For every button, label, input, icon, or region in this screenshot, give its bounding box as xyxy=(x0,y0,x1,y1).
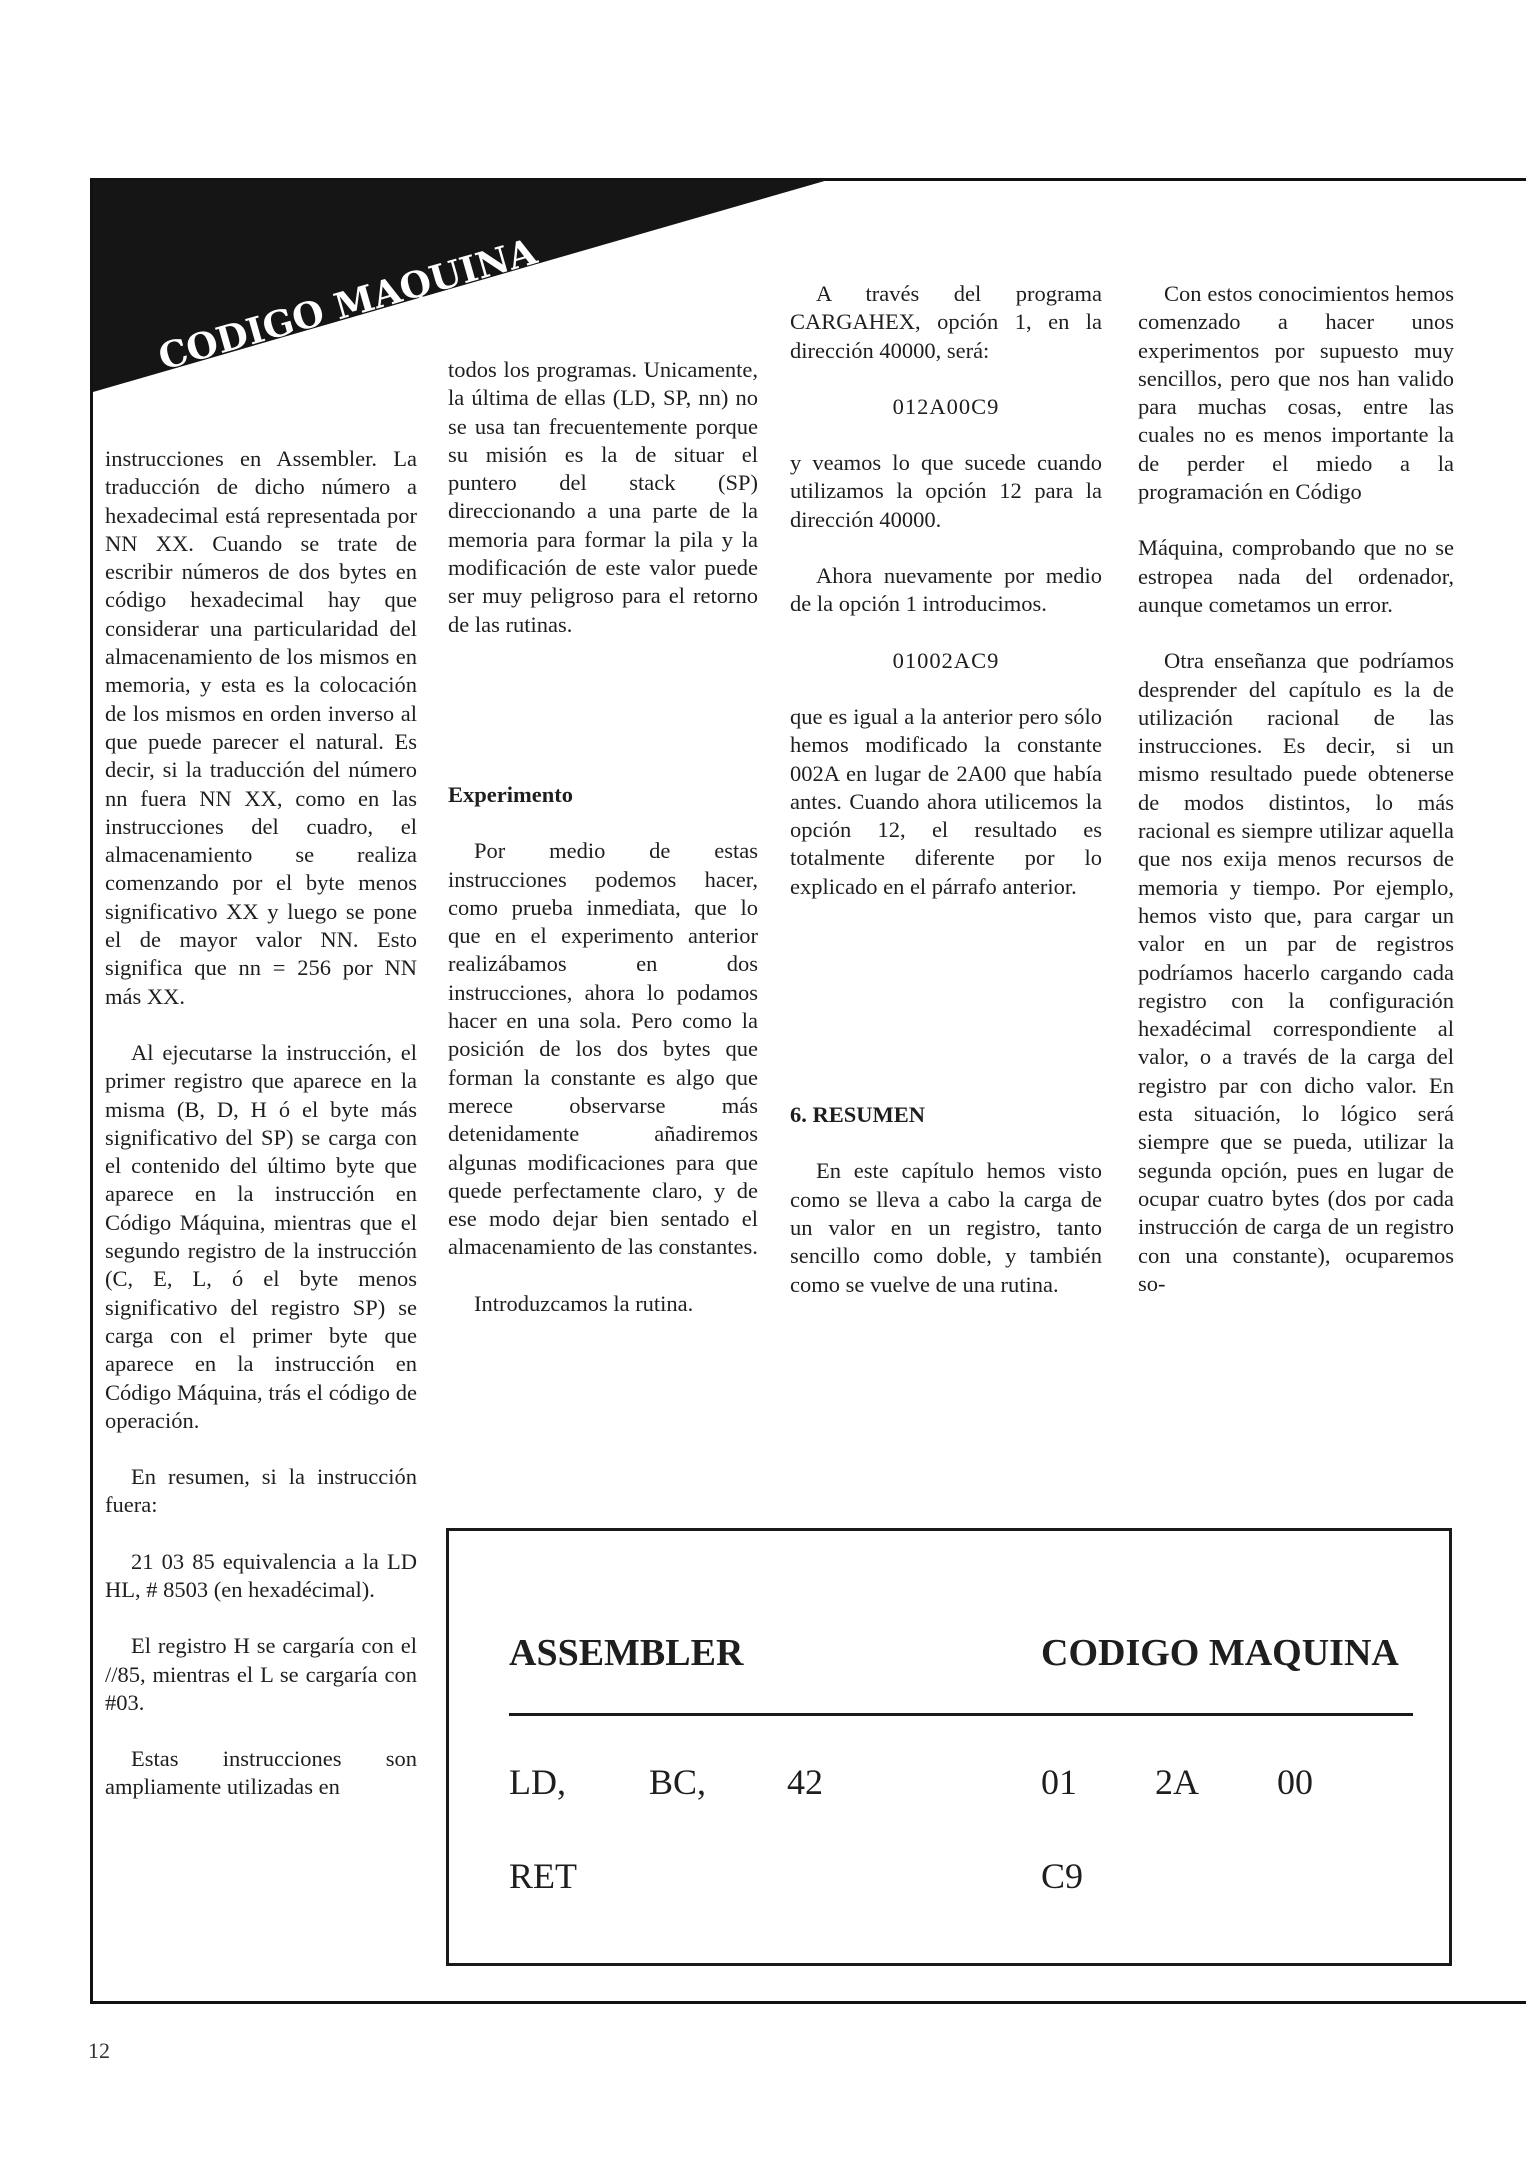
col3-paragraph: En este capítulo hemos visto como se lleva a cabo la carga de un valor en un registro, tanto sencillo como doble, y también como se vuelve de una rutina. xyxy=(790,1158,1102,1297)
col4-paragraph: Máquina, comprobando que no se estropea nada del ordenador, aunque cometamos un error. xyxy=(1138,535,1454,617)
col1-paragraph: 21 03 85 equivalencia a la LD HL, # 8503 (en hexadécimal). xyxy=(105,1548,417,1602)
col3-paragraph: y veamos lo que sucede cuando utilizamos la opción 12 para la dirección 40000. xyxy=(790,450,1102,532)
col2-paragraph: Por medio de estas instrucciones podemos hacer, como prueba inmediata, que lo que en el experimento anterior realizábamos en dos instrucciones, ahora lo podamos hacer en una sola. Pero como la posición de los dos bytes que forman la constante es algo que merece observarse más detenidamente añadiremos algunas modificaciones para que quede perfectamente claro, y de ese modo dejar bien sentado el almacenamiento de las constantes. xyxy=(448,838,758,1260)
col4-paragraph: Con estos conocimientos hemos comenzado a hacer unos experimentos por supuesto muy sencillos, pero que nos han valido para muchas cosas, entre las cuales no es menos importante la de perder el miedo a la programación en Código xyxy=(1138,281,1454,505)
column-3 xyxy=(790,280,1102,1327)
table-cell: BC, xyxy=(649,1762,707,1802)
table-header-codigo-maquina: CODIGO MAQUINA xyxy=(1041,1632,1399,1674)
col3-paragraph: A través del programa CARGAHEX, opción 1, en la dirección 40000, será: xyxy=(790,281,1102,363)
code-line-1: 012A00C9 xyxy=(892,393,1000,419)
column-4 xyxy=(1138,280,1454,1326)
code-line-2: 01002AC9 xyxy=(892,647,1000,673)
col1-paragraph: instrucciones en Assembler. La traducción de dicho número a hexadecimal está representada por NN XX. Cuando se trate de escribir números de dos bytes en código hexadecimal hay que considerar una particularidad del almacenamiento de los mismos en memoria, y esta es la colocación de los mismos en orden inverso al que puede parecer el natural. Es decir, si la traducción del número nn fuera NN XX, como en las instrucciones del cuadro, el almacenamiento se realiza comenzando por el byte menos significativo XX y luego se pone el de mayor valor NN. Esto significa que nn = 256 por NN más XX. xyxy=(105,446,417,1009)
table-cell: 2A xyxy=(1155,1762,1199,1802)
table-cell: RET xyxy=(509,1856,577,1896)
col2-paragraph: todos los programas. Unicamente, la última de ellas (LD, SP, nn) no se usa tan frecuentemente porque su misión es la de situar el puntero del stack (SP) direccionando a una parte de la memoria para formar la pila y la modificación de este valor puede ser muy peligroso para el retorno de las rutinas. xyxy=(448,357,758,637)
table-cell: 01 xyxy=(1041,1762,1077,1802)
table-cell: LD, xyxy=(509,1762,566,1802)
col4-paragraph: Otra enseñanza que podríamos desprender del capítulo es la de utilización racional de las instrucciones. Es decir, si un mismo resultado puede obtenerse de modos distintos, lo más racional es siempre utilizar aquella que nos exija menos recursos de memoria y tiempo. Por ejemplo, hemos visto que, para cargar un valor en un par de registros podríamos hacerlo cargando cada registro con la configuración hexadécimal correspondiente al valor, o a través de la carga del registro par con dicho valor. En esta situación, lo lógico será siempre que se pueda, utilizar la segunda opción, pues en lugar de ocupar cuatro bytes (dos por cada instrucción de carga de un registro con una constante), ocuparemos so- xyxy=(1138,648,1454,1296)
col1-paragraph: Al ejecutarse la instrucción, el primer registro que aparece en la misma (B, D, H ó el byte más significativo del SP) se carga con el contenido del último byte que aparece en la instrucción en Código Máquina, mientras que el segundo registro de la instrucción (C, E, L, ó el byte menos significativo del registro SP) se carga con el primer byte que aparece en la instrucción en Código Máquina, trás el código de operación. xyxy=(105,1039,417,1433)
instruction-table xyxy=(446,1528,1452,1966)
resumen-heading: 6. RESUMEN xyxy=(790,1102,926,1128)
table-header-assembler: ASSEMBLER xyxy=(509,1632,744,1674)
col1-paragraph: Estas instrucciones son ampliamente utilizadas en xyxy=(105,1746,417,1800)
column-2 xyxy=(448,356,758,1346)
experimento-heading: Experimento xyxy=(448,781,573,807)
frame-bottom-rule xyxy=(90,2001,1526,2004)
table-cell: 00 xyxy=(1277,1762,1313,1802)
page-number: 12 xyxy=(88,2038,110,2063)
col2-paragraph: Introduzcamos la rutina. xyxy=(474,1290,694,1316)
table-cell: 42 xyxy=(787,1762,823,1802)
banner-title: CODIGO MAQUINA xyxy=(153,230,542,379)
col3-paragraph: Ahora nuevamente por medio de la opción 1 introducimos. xyxy=(790,563,1102,617)
column-1 xyxy=(105,445,417,1830)
frame-left-rule xyxy=(90,178,93,2004)
col1-paragraph: El registro H se cargaría con el //85, mientras el L se cargaría con #03. xyxy=(105,1633,417,1715)
col3-paragraph: que es igual a la anterior pero sólo hemos modificado la constante 002A en lugar de 2A00 que había antes. Cuando ahora utilicemos la opción 12, el resultado es totalmente diferente por lo explicado en el párrafo anterior. xyxy=(790,703,1102,899)
table-rule xyxy=(509,1713,1413,1716)
col1-paragraph: En resumen, si la instrucción fuera: xyxy=(105,1464,417,1518)
table-cell: C9 xyxy=(1041,1856,1084,1896)
